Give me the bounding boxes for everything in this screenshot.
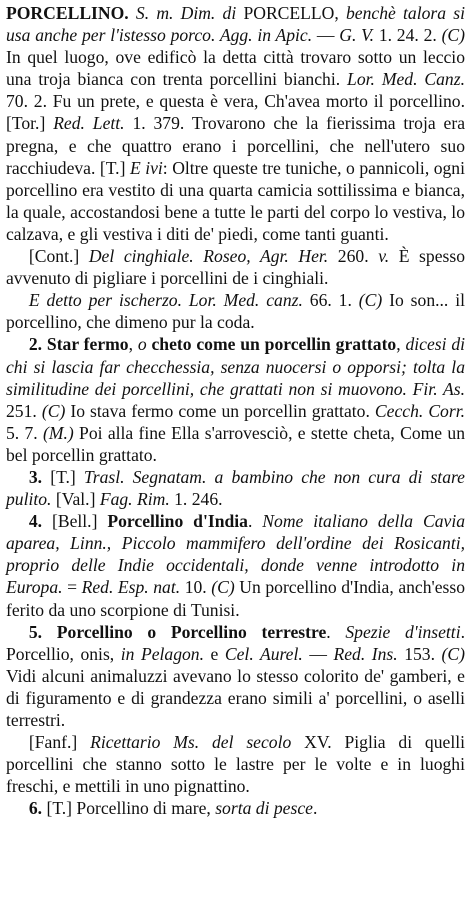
body-text: . bbox=[247, 511, 263, 532]
italic-text: Red. Esp. nat. bbox=[81, 577, 181, 598]
body-text: 1. 379. Trovarono che la fierissima troja era pregna, e che quattro erano i porcellini, che nell'utero suo racchiudeva. [T.] bbox=[6, 113, 466, 178]
entry-sense-paragraph bbox=[6, 621, 465, 731]
entry-sense-paragraph bbox=[6, 289, 465, 333]
body-text: 66. 1. bbox=[302, 290, 359, 311]
body-text: 10. bbox=[180, 577, 212, 598]
body-text bbox=[129, 3, 136, 23]
body-text: , bbox=[128, 334, 138, 355]
bold-text: Porcellino o Porcellino terrestre bbox=[56, 621, 327, 642]
italic-text: (C) bbox=[358, 290, 383, 311]
entry-sense-paragraph bbox=[6, 797, 465, 819]
italic-text: Red. Ins. bbox=[333, 643, 398, 664]
body-text: [Bell.] bbox=[42, 511, 108, 532]
body-text: . bbox=[326, 621, 346, 642]
body-text bbox=[42, 622, 57, 642]
body-text: XV. Piglia di quelli porcellini che stanno sotto le lastre per le volte e in luoghi freschi, e mettili in uno pignattino. bbox=[6, 732, 465, 797]
body-text: 1. 24. 2. bbox=[374, 25, 442, 46]
italic-text: o bbox=[137, 334, 147, 355]
italic-text: v. bbox=[378, 246, 390, 267]
entry-sense-paragraph bbox=[6, 731, 465, 797]
italic-text: Del cinghiale. Roseo, Agr. Her. bbox=[88, 246, 329, 267]
body-text: 70. 2. Fu un prete, e questa è vera, Ch'avea morto il porcellino. [Tor.] bbox=[6, 91, 465, 134]
italic-text: G. V. bbox=[339, 25, 375, 46]
body-text: , bbox=[334, 3, 346, 23]
body-text: 260. bbox=[328, 246, 379, 267]
bold-text: 6. bbox=[28, 798, 43, 819]
italic-text: (C) bbox=[211, 577, 235, 598]
body-text: 1. 246. bbox=[169, 489, 223, 510]
body-text: Io stava fermo come un porcellin grattato. bbox=[65, 400, 375, 421]
body-text: : Oltre queste tre tuniche, o pannicoli, ogni porcellino era vestito di una quarta camicia sottilissima e bianca, la quale, accostandosi bene a tutte le parti del corpo lo vestiva, lo calzava, e gli vestiva i diti de' piedi, come tanti guanti. bbox=[6, 157, 465, 244]
entry-sense-paragraph bbox=[6, 466, 465, 510]
italic-text: in Pelagon. bbox=[120, 643, 204, 664]
body-text: . Porcellio, onis, bbox=[6, 621, 465, 664]
entry-sense-paragraph bbox=[6, 245, 465, 289]
italic-text: (C) bbox=[441, 643, 465, 664]
italic-text: (M.) bbox=[42, 422, 74, 443]
body-text: [T.] Porcellino di mare, bbox=[42, 798, 216, 819]
body-text: 153. bbox=[397, 643, 442, 664]
italic-text: S. m. Dim. di bbox=[135, 3, 237, 23]
italic-text: Ricettario Ms. del secolo bbox=[90, 732, 292, 753]
body-text: Vidi alcuni animaluzzi avevano lo stesso colorito de' gamberi, e di figuramento e di grandezza erano simili a' porcellini, o aselli terrestri. bbox=[6, 665, 465, 730]
body-text: 5. 7. bbox=[6, 422, 43, 443]
body-text: e bbox=[204, 643, 225, 664]
body-text: 251. bbox=[6, 400, 42, 421]
small-caps-text: PORCELLO bbox=[236, 3, 335, 23]
bold-text: 2. bbox=[28, 334, 47, 355]
bold-text: 5. bbox=[28, 621, 43, 642]
body-text: In quel luogo, ove edificò la detta città trovaro sotto un leccio una troja bianca con trenta porcellini bianchi. bbox=[6, 47, 465, 90]
body-text: [Cont.] bbox=[28, 246, 89, 267]
italic-text: (C) bbox=[41, 400, 66, 421]
italic-text: Spezie d'insetti bbox=[345, 621, 461, 642]
entry-sense-paragraph bbox=[6, 510, 465, 620]
body-text: Un porcellino d'India, anch'esso ferito da uno scorpione di Tunisi. bbox=[6, 577, 465, 620]
italic-text: E ivi bbox=[129, 157, 163, 178]
entry-headword-paragraph bbox=[6, 2, 465, 245]
italic-text: E detto per ischerzo. Lor. Med. canz. bbox=[28, 290, 303, 311]
bold-text: PORCELLINO. bbox=[6, 3, 129, 23]
body-text: . bbox=[312, 798, 318, 819]
body-text: [Fanf.] bbox=[28, 732, 91, 753]
body-text: [Val.] bbox=[51, 489, 100, 510]
bold-text: cheto come un porcellin grattato bbox=[151, 334, 397, 355]
italic-text: Lor. Med. Canz. bbox=[347, 69, 465, 90]
entry-sense-paragraph bbox=[6, 333, 465, 466]
bold-text: 3. bbox=[28, 466, 43, 487]
italic-text: benchè talora si usa anche per l'istesso porco. Agg. in Apic. bbox=[6, 3, 465, 46]
italic-text: sorta di pesce bbox=[215, 798, 313, 819]
body-text: — bbox=[302, 643, 334, 664]
italic-text: Trasl. Segnatam. a bambino che non cura di stare pulito. bbox=[6, 466, 465, 510]
italic-text: Cel. Aurel. bbox=[224, 643, 303, 664]
italic-text: dicesi di chi si lascia far checchessia, senza nuocersi o opporsi; tolta la similitudine dei porcellini, che grattati non si muovono. Fir. As. bbox=[6, 334, 466, 399]
bold-text: 4. bbox=[28, 511, 43, 532]
body-text: Io son... il porcellino, che dimeno pur la coda. bbox=[6, 290, 465, 333]
body-text: , bbox=[396, 334, 406, 355]
italic-text: Cecch. Corr. bbox=[374, 400, 465, 421]
body-text: È spesso avvenuto di pigliare i porcellini de i cinghiali. bbox=[6, 246, 465, 289]
bold-text: Porcellino d'India bbox=[107, 511, 248, 532]
body-text: [T.] bbox=[42, 466, 84, 487]
bold-text: Star fermo bbox=[46, 334, 129, 355]
italic-text: Fag. Rim. bbox=[99, 489, 170, 510]
italic-text: Nome italiano della Cavia aparea, Linn., Piccolo mammifero dell'ordine dei Rosicanti, proprio delle Indie occidentali, donde venne introdotto in Europa. bbox=[6, 511, 466, 598]
italic-text: Red. Lett. bbox=[53, 113, 125, 134]
body-text: Poi alla fine Ella s'arrovesciò, e stette cheta, Come un bel porcellin grattato. bbox=[6, 422, 465, 465]
body-text: = bbox=[62, 577, 82, 598]
italic-text: (C) bbox=[441, 25, 466, 46]
body-text: — bbox=[312, 25, 340, 46]
